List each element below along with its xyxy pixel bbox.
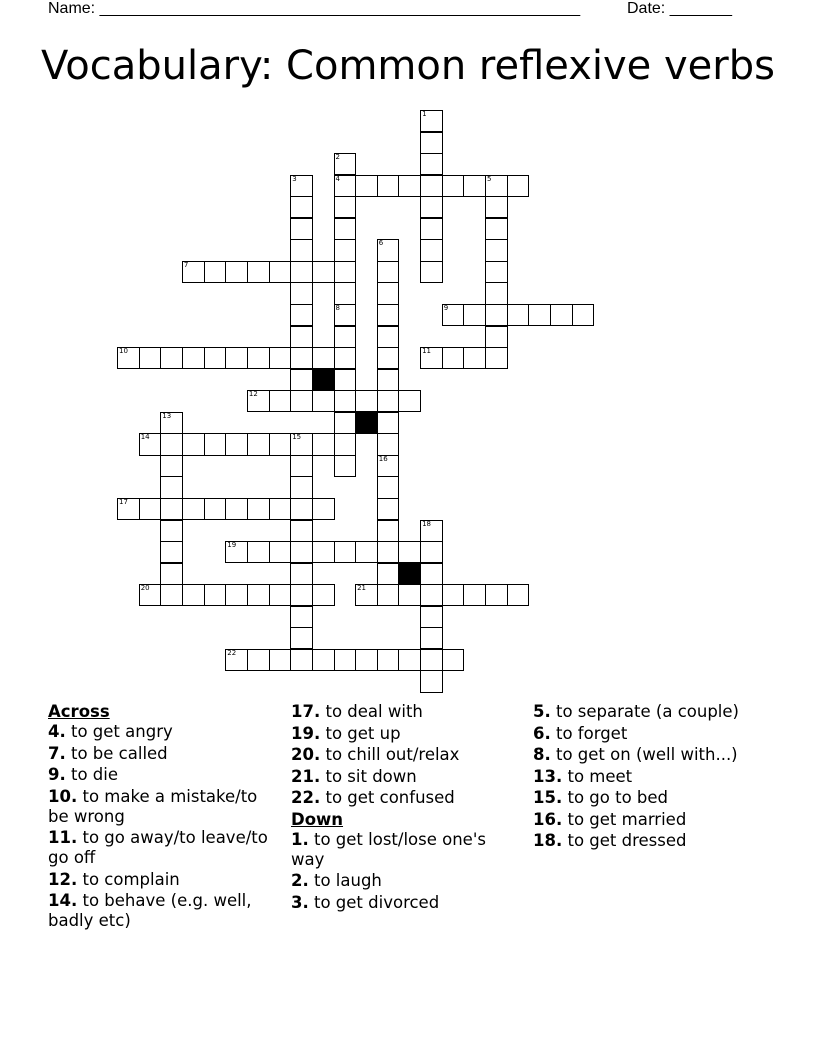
grid-cell[interactable] [247, 347, 270, 369]
grid-cell[interactable] [463, 347, 486, 369]
grid-cell[interactable] [377, 476, 400, 498]
clues-column-1 [48, 702, 280, 933]
clue-across-10: 10. to make a mistake/to be wrong [48, 786, 258, 826]
grid-cell[interactable] [117, 498, 140, 520]
grid-cell[interactable] [247, 261, 270, 283]
clue-down-15: 15. to go to bed [533, 788, 669, 807]
grid-cell[interactable] [334, 282, 357, 304]
grid-cell[interactable] [377, 455, 400, 477]
grid-cell[interactable] [420, 563, 443, 585]
grid-cell[interactable] [247, 433, 270, 455]
grid-cell[interactable] [442, 649, 465, 671]
grid-cell[interactable] [355, 390, 378, 412]
black-square [398, 563, 421, 585]
grid-cell[interactable] [334, 175, 357, 197]
black-square [312, 369, 335, 391]
grid-cell[interactable] [312, 433, 335, 455]
clues-column-2 [291, 702, 523, 914]
grid-cell[interactable] [334, 455, 357, 477]
clue-down-5: 5. to separate (a couple) [533, 702, 739, 721]
grid-cell[interactable] [355, 649, 378, 671]
grid-cell[interactable] [334, 347, 357, 369]
grid-cell[interactable] [442, 584, 465, 606]
clue-across-11: 11. to go away/to leave/to go off [48, 828, 268, 867]
down-heading: Down [291, 809, 344, 829]
grid-cell[interactable] [160, 455, 183, 477]
grid-cell[interactable] [463, 175, 486, 197]
grid-cell[interactable] [160, 541, 183, 563]
clue-down-18: 18. to get dressed [533, 831, 687, 850]
grid-cell[interactable] [528, 304, 551, 326]
grid-cell[interactable] [377, 649, 400, 671]
grid-cell[interactable] [485, 584, 508, 606]
clue-down-16: 16. to get married [533, 809, 687, 829]
clue-number: 20 [140, 584, 150, 593]
grid-cell[interactable] [269, 649, 292, 671]
grid-cell[interactable] [485, 175, 508, 197]
grid-cell[interactable] [225, 584, 248, 606]
clue-across-7: 7. to be called [48, 743, 168, 763]
grid-cell[interactable] [334, 261, 357, 283]
grid-cell[interactable] [572, 304, 595, 326]
grid-cell[interactable] [377, 520, 400, 542]
grid-cell[interactable] [420, 649, 443, 671]
clues-column-3 [533, 702, 765, 853]
grid-cell[interactable] [269, 498, 292, 520]
clue-number: 18 [422, 519, 432, 528]
grid-cell[interactable] [160, 563, 183, 585]
grid-cell[interactable] [485, 261, 508, 283]
grid-cell[interactable] [160, 412, 183, 434]
grid-cell[interactable] [225, 261, 248, 283]
grid-cell[interactable] [334, 304, 357, 326]
grid-cell[interactable] [290, 455, 313, 477]
grid-cell[interactable] [398, 175, 421, 197]
grid-cell[interactable] [312, 541, 335, 563]
grid-cell[interactable] [312, 649, 335, 671]
grid-cell[interactable] [290, 239, 313, 261]
grid-cell[interactable] [182, 498, 205, 520]
clue-number: 7 [183, 260, 189, 269]
grid-cell[interactable] [182, 433, 205, 455]
clue-number: 2 [335, 153, 340, 162]
clue-number: 8 [335, 304, 340, 312]
clue-number: 1 [422, 110, 427, 118]
clue-down-8: 8. to get on (well with...) [533, 745, 738, 764]
grid-cell[interactable] [398, 584, 421, 606]
clue-across-17: 17. to deal with [291, 702, 423, 721]
grid-cell[interactable] [334, 412, 357, 434]
grid-cell[interactable] [485, 304, 508, 326]
grid-cell[interactable] [442, 175, 465, 197]
grid-cell[interactable] [312, 347, 335, 369]
grid-cell[interactable] [139, 433, 162, 455]
grid-cell[interactable] [507, 584, 530, 606]
grid-cell[interactable] [420, 627, 443, 649]
grid-cell[interactable] [247, 390, 270, 412]
grid-cell[interactable] [550, 304, 573, 326]
grid-cell[interactable] [290, 520, 313, 542]
grid-cell[interactable] [485, 347, 508, 369]
grid-cell[interactable] [377, 175, 400, 197]
grid-cell[interactable] [247, 498, 270, 520]
clue-across-9: 9. to die [48, 765, 119, 784]
grid-cell[interactable] [290, 326, 313, 348]
grid-cell[interactable] [290, 433, 313, 455]
grid-cell[interactable] [139, 347, 162, 369]
grid-cell[interactable] [377, 498, 400, 520]
grid-cell[interactable] [420, 606, 443, 628]
grid-cell[interactable] [377, 261, 400, 283]
clue-across-20: 20. to chill out/relax [291, 745, 460, 764]
grid-cell[interactable] [334, 369, 357, 391]
grid-cell[interactable] [160, 347, 183, 369]
grid-cell[interactable] [290, 369, 313, 391]
grid-cell[interactable] [355, 175, 378, 197]
grid-cell[interactable] [507, 175, 530, 197]
grid-cell[interactable] [290, 563, 313, 585]
grid-cell[interactable] [420, 670, 443, 692]
grid-cell[interactable] [334, 326, 357, 348]
clue-across-22: 22. to get confused [291, 788, 455, 807]
grid-cell[interactable] [334, 153, 357, 175]
grid-cell[interactable] [442, 347, 465, 369]
grid-cell[interactable] [225, 347, 248, 369]
grid-cell[interactable] [420, 175, 443, 197]
grid-cell[interactable] [420, 153, 443, 175]
grid-cell[interactable] [420, 584, 443, 606]
grid-cell[interactable] [290, 627, 313, 649]
grid-cell[interactable] [377, 584, 400, 606]
grid-cell[interactable] [377, 369, 400, 391]
grid-cell[interactable] [312, 498, 335, 520]
grid-cell[interactable] [420, 110, 443, 132]
grid-cell[interactable] [182, 347, 205, 369]
grid-cell[interactable] [269, 584, 292, 606]
clue-number: 22 [227, 648, 237, 657]
grid-cell[interactable] [269, 261, 292, 283]
grid-cell[interactable] [290, 347, 313, 369]
clue-number: 10 [119, 347, 128, 356]
grid-cell[interactable] [442, 304, 465, 326]
grid-cell[interactable] [377, 412, 400, 434]
grid-cell[interactable] [160, 520, 183, 542]
clue-down-6: 6. to forget [533, 723, 628, 743]
grid-cell[interactable] [334, 196, 357, 218]
grid-cell[interactable] [204, 433, 227, 455]
grid-cell[interactable] [420, 196, 443, 218]
grid-cell[interactable] [225, 541, 248, 563]
grid-cell[interactable] [204, 584, 227, 606]
grid-cell[interactable] [334, 239, 357, 261]
grid-cell[interactable] [377, 282, 400, 304]
grid-cell[interactable] [290, 282, 313, 304]
clue-number: 19 [227, 541, 237, 549]
clue-down-1: 1. to get lost/lose one's way [291, 829, 486, 869]
grid-cell[interactable] [377, 541, 400, 563]
grid-cell[interactable] [290, 304, 313, 326]
grid-cell[interactable] [377, 390, 400, 412]
grid-cell[interactable] [312, 390, 335, 412]
grid-cell[interactable] [485, 218, 508, 240]
grid-cell[interactable] [420, 132, 443, 154]
grid-cell[interactable] [290, 649, 313, 671]
grid-cell[interactable] [247, 584, 270, 606]
clue-across-14: 14. to behave (e.g. well, badly etc) [48, 891, 252, 930]
clue-across-4: 4. to get angry [48, 722, 173, 741]
grid-cell[interactable] [225, 433, 248, 455]
grid-cell[interactable] [377, 433, 400, 455]
clue-down-3: 3. to get divorced [291, 892, 440, 912]
grid-cell[interactable] [225, 649, 248, 671]
grid-cell[interactable] [377, 563, 400, 585]
grid-cell[interactable] [312, 584, 335, 606]
grid-cell[interactable] [139, 584, 162, 606]
grid-cell[interactable] [485, 282, 508, 304]
grid-cell[interactable] [377, 326, 400, 348]
across-heading: Across [48, 702, 110, 721]
clue-across-19: 19. to get up [291, 723, 401, 743]
clue-across-21: 21. to sit down [291, 766, 417, 786]
grid-cell[interactable] [355, 584, 378, 606]
grid-cell[interactable] [290, 218, 313, 240]
clue-number: 13 [162, 411, 172, 420]
grid-cell[interactable] [204, 347, 227, 369]
clue-number: 21 [357, 584, 367, 593]
grid-cell[interactable] [117, 347, 140, 369]
grid-cell[interactable] [420, 520, 443, 542]
name-line: Name: ______________________________________________________ [48, 0, 581, 17]
grid-cell[interactable] [485, 196, 508, 218]
grid-cell[interactable] [290, 261, 313, 283]
grid-cell[interactable] [377, 239, 400, 261]
grid-cell[interactable] [160, 433, 183, 455]
grid-cell[interactable] [463, 584, 486, 606]
grid-cell[interactable] [398, 649, 421, 671]
grid-cell[interactable] [160, 584, 183, 606]
page-title: Vocabulary: Common reflexive verbs [41, 43, 775, 89]
grid-cell[interactable] [507, 304, 530, 326]
grid-cell[interactable] [290, 390, 313, 412]
clue-number: 9 [443, 304, 449, 312]
clue-number: 3 [292, 174, 297, 183]
grid-cell[interactable] [269, 390, 292, 412]
grid-cell[interactable] [290, 196, 313, 218]
clue-number: 12 [248, 390, 258, 399]
grid-cell[interactable] [334, 433, 357, 455]
grid-cell[interactable] [290, 606, 313, 628]
grid-cell[interactable] [225, 498, 248, 520]
clue-down-13: 13. to meet [533, 766, 633, 786]
clue-number: 14 [140, 433, 150, 442]
grid-cell[interactable] [204, 498, 227, 520]
grid-cell[interactable] [420, 347, 443, 369]
clue-number: 4 [335, 174, 340, 183]
grid-cell[interactable] [377, 347, 400, 369]
grid-cell[interactable] [269, 541, 292, 563]
grid-cell[interactable] [247, 541, 270, 563]
clue-across-12: 12. to complain [48, 869, 180, 889]
grid-cell[interactable] [398, 390, 421, 412]
clue-number: 11 [422, 347, 432, 356]
clue-number: 6 [378, 239, 384, 248]
date-line: Date: _______ [627, 0, 732, 17]
grid-cell[interactable] [182, 261, 205, 283]
grid-cell[interactable] [290, 584, 313, 606]
grid-cell[interactable] [334, 541, 357, 563]
clue-number: 5 [487, 174, 492, 183]
grid-cell[interactable] [485, 239, 508, 261]
grid-cell[interactable] [334, 649, 357, 671]
grid-cell[interactable] [377, 304, 400, 326]
black-square [355, 412, 378, 434]
grid-cell[interactable] [204, 261, 227, 283]
grid-cell[interactable] [485, 326, 508, 348]
grid-cell[interactable] [247, 649, 270, 671]
grid-cell[interactable] [182, 584, 205, 606]
clue-number: 17 [119, 497, 128, 506]
grid-cell[interactable] [420, 239, 443, 261]
grid-cell[interactable] [420, 541, 443, 563]
grid-cell[interactable] [420, 261, 443, 283]
clue-number: 16 [378, 454, 388, 463]
clue-number: 15 [292, 433, 302, 442]
grid-cell[interactable] [269, 347, 292, 369]
grid-cell[interactable] [420, 218, 443, 240]
grid-cell[interactable] [160, 476, 183, 498]
grid-cell[interactable] [290, 541, 313, 563]
grid-cell[interactable] [334, 390, 357, 412]
grid-cell[interactable] [269, 433, 292, 455]
grid-cell[interactable] [160, 498, 183, 520]
grid-cell[interactable] [312, 261, 335, 283]
grid-cell[interactable] [398, 541, 421, 563]
grid-cell[interactable] [334, 218, 357, 240]
clue-down-2: 2. to laugh [291, 871, 382, 890]
grid-cell[interactable] [290, 498, 313, 520]
grid-cell[interactable] [463, 304, 486, 326]
grid-cell[interactable] [290, 175, 313, 197]
grid-cell[interactable] [290, 476, 313, 498]
grid-cell[interactable] [355, 541, 378, 563]
grid-cell[interactable] [139, 498, 162, 520]
